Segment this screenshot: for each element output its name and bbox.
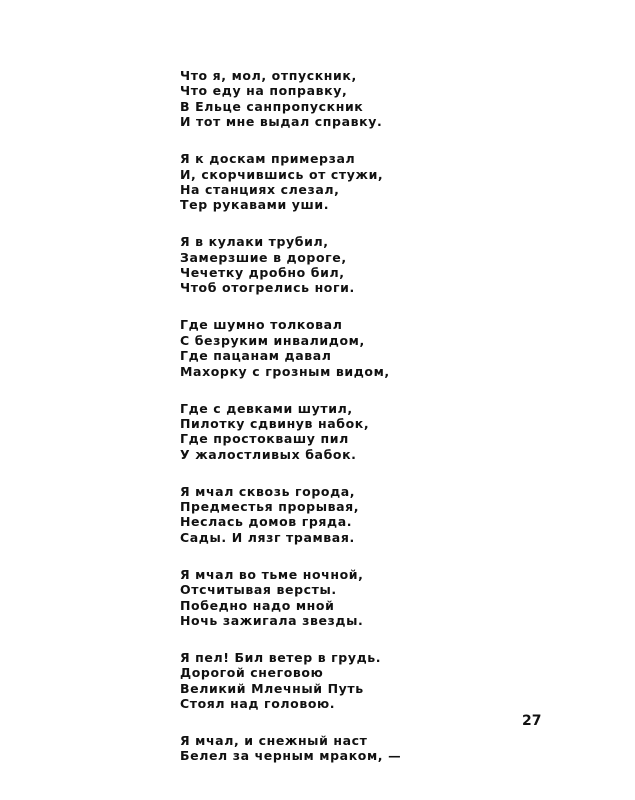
verse-line: Белел за черным мраком, —	[180, 748, 402, 764]
stanza-3	[180, 234, 480, 296]
verse-line: У жалостливых бабок.	[180, 446, 357, 462]
stanza-1	[180, 68, 480, 130]
verse-line: Я в кулаки трубил,	[180, 234, 329, 250]
verse-line: В Ельце санпропускник	[180, 98, 364, 114]
verse-line: Где пацанам давал	[180, 348, 332, 364]
stanza-7	[180, 567, 480, 629]
verse-line: На станциях слезал,	[180, 181, 340, 197]
verse-line: Победно надо мной	[180, 597, 335, 613]
verse-line: Где шумно толковал	[180, 317, 343, 333]
verse-line: Стоял над головою.	[180, 696, 336, 712]
verse-line: Пилотку сдвинув набок,	[180, 415, 370, 431]
verse-line: Тер рукавами уши.	[180, 197, 330, 213]
verse-line: Я мчал, и снежный наст	[180, 733, 368, 748]
verse-line: Где простоквашу пил	[180, 431, 349, 447]
verse-line: Что я, мол, отпускник,	[180, 68, 357, 83]
page-number: 27	[522, 713, 542, 729]
stanza-8	[180, 650, 480, 712]
verse-line: Неслась домов гряда.	[180, 514, 353, 530]
poem-text	[180, 68, 480, 785]
verse-line: И, скорчившись от стужи,	[180, 166, 384, 182]
stanza-5	[180, 401, 480, 463]
verse-line: С безруким инвалидом,	[180, 332, 365, 348]
stanza-4	[180, 317, 480, 379]
verse-line: Великий Млечный Путь	[180, 680, 364, 696]
stanza-9	[180, 733, 480, 764]
stanza-2	[180, 151, 480, 213]
verse-line: Сады. И лязг трамвая.	[180, 529, 355, 545]
verse-line: Махорку с грозным видом,	[180, 363, 390, 379]
verse-line: Чтоб отогрелись ноги.	[180, 280, 355, 296]
verse-line: Где с девками шутил,	[180, 400, 353, 416]
verse-line: Дорогой снеговою	[180, 665, 324, 681]
verse-line: Ночь зажигала звезды.	[180, 612, 364, 628]
verse-line: И тот мне выдал справку.	[180, 114, 383, 130]
verse-line: Я мчал сквозь города,	[180, 483, 356, 499]
verse-line: Чечетку дробно бил,	[180, 265, 345, 281]
stanza-6	[180, 484, 480, 546]
verse-line: Что еду на поправку,	[180, 83, 348, 99]
verse-line: Отсчитывая версты.	[180, 582, 337, 598]
verse-line: Предместья прорывая,	[180, 499, 360, 515]
verse-line: Я к доскам примерзал	[180, 151, 356, 167]
verse-line: Замерзшие в дороге,	[180, 249, 347, 265]
verse-line: Я мчал во тьме ночной,	[180, 566, 364, 582]
verse-line: Я пел! Бил ветер в грудь.	[180, 649, 382, 665]
